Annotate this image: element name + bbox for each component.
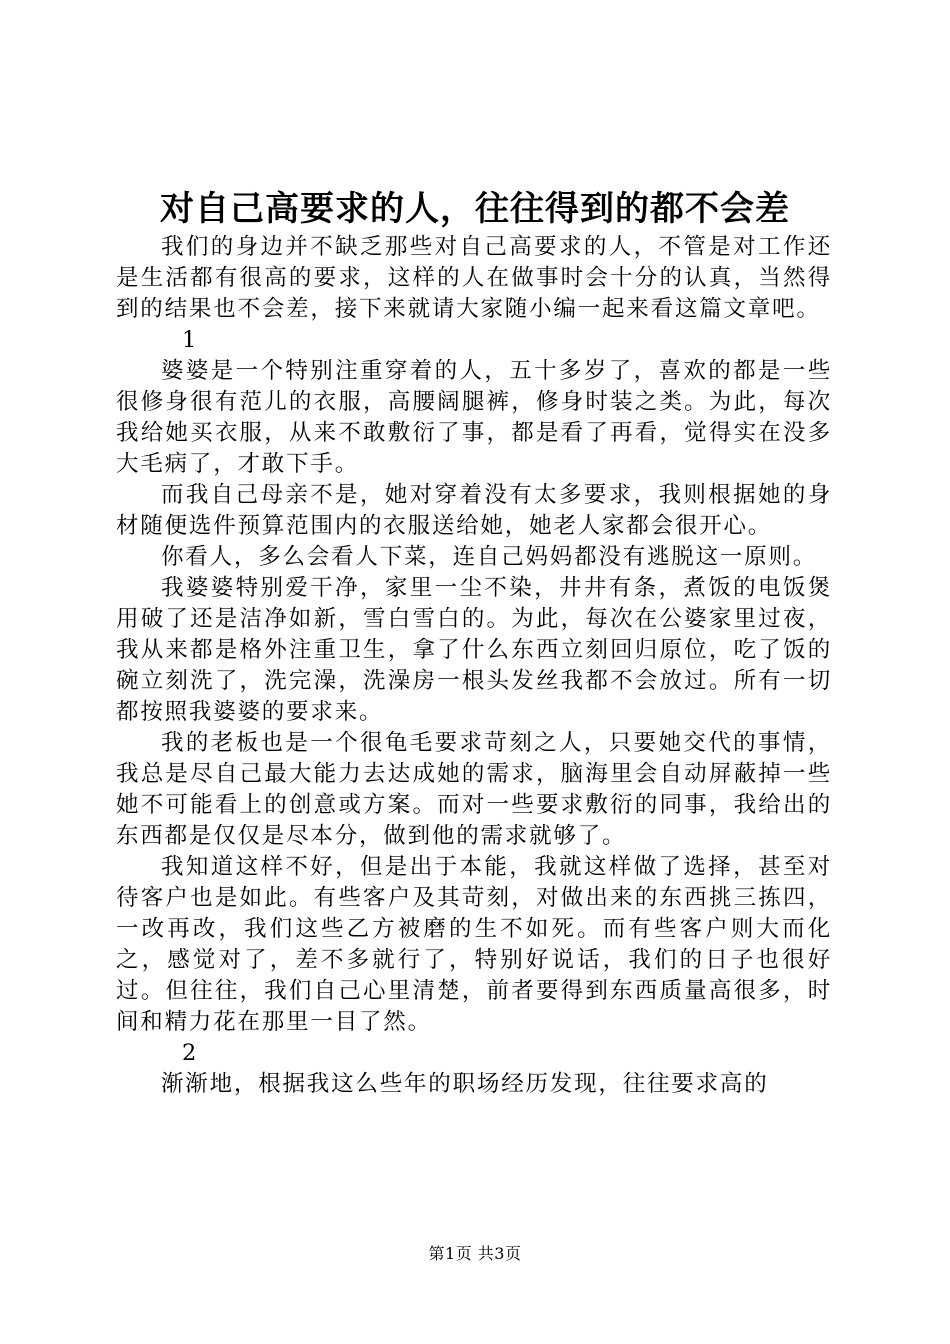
paragraph: 你看人，多么会看人下菜，连自己妈妈都没有逃脱这一原则。: [161, 544, 818, 570]
section-number-1: 1: [182, 327, 197, 353]
paragraph: 而我自己母亲不是，她对穿着没有太多要求，我则根据她的身材随便选件预算范围内的衣服送给她，她老人家都会很开心。: [116, 482, 832, 539]
paragraph: 我的老板也是一个很龟毛要求苛刻之人，只要她交代的事情，我总是尽自己最大能力去达成她的需求，脑海里会自动屏蔽掉一些她不可能看上的创意或方案。而对一些要求敷衍的同事，我给出的东西都是仅仅是尽本分，做到他的需求就够了。: [116, 730, 832, 849]
page-footer: 第1页 共3页: [428, 1244, 522, 1263]
section-number-2: 2: [182, 1040, 197, 1066]
document-body: [116, 232, 832, 1100]
paragraph: 我婆婆特别爱干净，家里一尘不染，井井有条，煮饭的电饭煲用破了还是洁净如新，雪白雪白的。为此，每次在公婆家里过夜，我从来都是格外注重卫生，拿了什么东西立刻回归原位，吃了饭的碗立刻洗了，洗完澡，洗澡房一根头发丝我都不会放过。所有一切都按照我婆婆的要求来。: [116, 575, 832, 725]
paragraph: 渐渐地，根据我这么些年的职场经历发现，往往要求高的: [161, 1071, 769, 1097]
paragraph: 婆婆是一个特别注重穿着的人，五十多岁了，喜欢的都是一些很修身很有范儿的衣服，高腰阔腿裤，修身时装之类。为此，每次我给她买衣服，从来不敢敷衍了事，都是看了再看，觉得实在没多大毛病了，才敢下手。: [116, 358, 832, 477]
paragraph: 我知道这样不好，但是出于本能，我就这样做了选择，甚至对待客户也是如此。有些客户及其苛刻，对做出来的东西挑三拣四，一改再改，我们这些乙方被磨的生不如死。而有些客户则大而化之，感觉对了，差不多就行了，特别好说话，我们的日子也很好过。但往往，我们自己心里清楚，前者要得到东西质量高很多，时间和精力花在那里一目了然。: [116, 854, 832, 1035]
paragraph-intro: 我们的身边并不缺乏那些对自己高要求的人，不管是对工作还是生活都有很高的要求，这样的人在做事时会十分的认真，当然得到的结果也不会差，接下来就请大家随小编一起来看这篇文章吧。: [116, 234, 832, 322]
document-title: 对自己高要求的人，往往得到的都不会差: [160, 189, 790, 229]
